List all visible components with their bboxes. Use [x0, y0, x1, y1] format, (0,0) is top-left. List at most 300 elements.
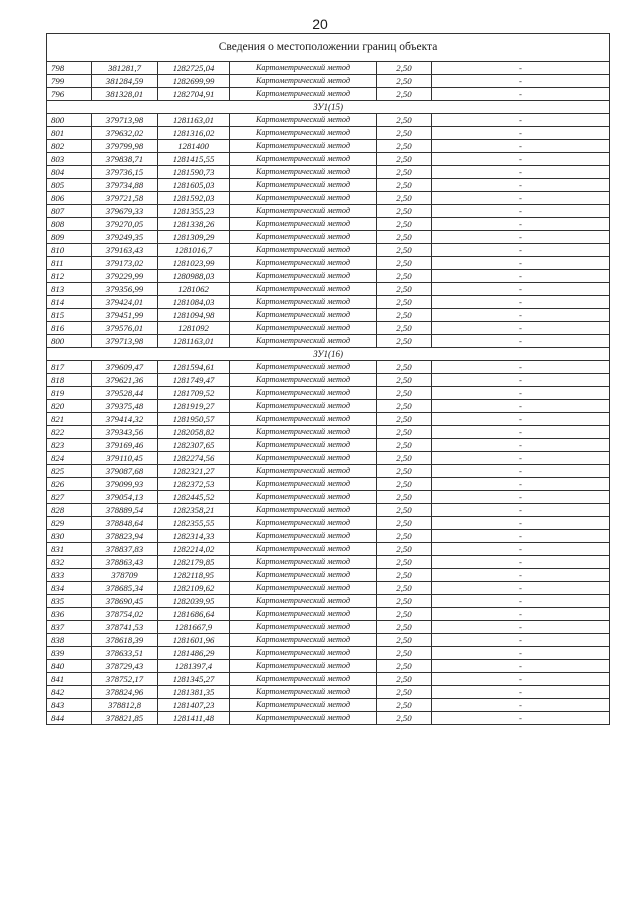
- x-coordinate-cell: 378633,51: [92, 647, 158, 660]
- accuracy-cell: 2,50: [377, 673, 432, 686]
- point-number-cell: 825: [47, 465, 92, 478]
- description-cell: -: [432, 621, 610, 634]
- x-coordinate-cell: 379713,98: [92, 114, 158, 127]
- description-cell: -: [432, 335, 610, 348]
- accuracy-cell: 2,50: [377, 62, 432, 75]
- description-cell: -: [432, 673, 610, 686]
- accuracy-cell: 2,50: [377, 712, 432, 725]
- accuracy-cell: 2,50: [377, 608, 432, 621]
- method-cell: Картометрический метод: [230, 127, 377, 140]
- method-cell: Картометрический метод: [230, 660, 377, 673]
- method-cell: Картометрический метод: [230, 309, 377, 322]
- method-cell: Картометрический метод: [230, 439, 377, 452]
- description-cell: -: [432, 218, 610, 231]
- accuracy-cell: 2,50: [377, 166, 432, 179]
- description-cell: -: [432, 543, 610, 556]
- description-cell: -: [432, 569, 610, 582]
- description-cell: -: [432, 361, 610, 374]
- description-cell: -: [432, 660, 610, 673]
- method-cell: Картометрический метод: [230, 452, 377, 465]
- method-cell: Картометрический метод: [230, 361, 377, 374]
- table-row: [47, 374, 610, 387]
- point-number-cell: 843: [47, 699, 92, 712]
- x-coordinate-cell: 379087,68: [92, 465, 158, 478]
- table-row: [47, 75, 610, 88]
- description-cell: -: [432, 504, 610, 517]
- accuracy-cell: 2,50: [377, 465, 432, 478]
- method-cell: Картометрический метод: [230, 140, 377, 153]
- accuracy-cell: 2,50: [377, 296, 432, 309]
- method-cell: Картометрический метод: [230, 517, 377, 530]
- accuracy-cell: 2,50: [377, 569, 432, 582]
- point-number-cell: 829: [47, 517, 92, 530]
- point-number-cell: 842: [47, 686, 92, 699]
- method-cell: Картометрический метод: [230, 322, 377, 335]
- x-coordinate-cell: 379713,98: [92, 335, 158, 348]
- accuracy-cell: 2,50: [377, 517, 432, 530]
- x-coordinate-cell: 381328,01: [92, 88, 158, 101]
- y-coordinate-cell: 1281592,03: [158, 192, 230, 205]
- point-number-cell: 800: [47, 335, 92, 348]
- point-number-cell: 804: [47, 166, 92, 179]
- section-label: ЗУ1(15): [47, 101, 610, 114]
- point-number-cell: 821: [47, 413, 92, 426]
- x-coordinate-cell: 378741,53: [92, 621, 158, 634]
- accuracy-cell: 2,50: [377, 530, 432, 543]
- y-coordinate-cell: 1281016,7: [158, 244, 230, 257]
- description-cell: -: [432, 153, 610, 166]
- description-cell: -: [432, 634, 610, 647]
- table-row: [47, 543, 610, 556]
- table-row: [47, 595, 610, 608]
- description-cell: -: [432, 712, 610, 725]
- description-cell: -: [432, 517, 610, 530]
- point-number-cell: 823: [47, 439, 92, 452]
- accuracy-cell: 2,50: [377, 257, 432, 270]
- method-cell: Картометрический метод: [230, 556, 377, 569]
- y-coordinate-cell: 1281062: [158, 283, 230, 296]
- description-cell: -: [432, 400, 610, 413]
- y-coordinate-cell: 1281486,29: [158, 647, 230, 660]
- x-coordinate-cell: 378618,39: [92, 634, 158, 647]
- y-coordinate-cell: 1281163,01: [158, 335, 230, 348]
- x-coordinate-cell: 378690,45: [92, 595, 158, 608]
- description-cell: -: [432, 387, 610, 400]
- description-cell: -: [432, 62, 610, 75]
- description-cell: -: [432, 686, 610, 699]
- point-number-cell: 831: [47, 543, 92, 556]
- description-cell: -: [432, 452, 610, 465]
- method-cell: Картометрический метод: [230, 387, 377, 400]
- method-cell: Картометрический метод: [230, 153, 377, 166]
- method-cell: Картометрический метод: [230, 491, 377, 504]
- point-number-cell: 802: [47, 140, 92, 153]
- accuracy-cell: 2,50: [377, 205, 432, 218]
- method-cell: Картометрический метод: [230, 270, 377, 283]
- x-coordinate-cell: 378821,85: [92, 712, 158, 725]
- point-number-cell: 818: [47, 374, 92, 387]
- x-coordinate-cell: 379576,01: [92, 322, 158, 335]
- table-row: [47, 621, 610, 634]
- table-row: [47, 114, 610, 127]
- table-row: [47, 478, 610, 491]
- y-coordinate-cell: 1282704,91: [158, 88, 230, 101]
- x-coordinate-cell: 379621,36: [92, 374, 158, 387]
- accuracy-cell: 2,50: [377, 374, 432, 387]
- accuracy-cell: 2,50: [377, 452, 432, 465]
- y-coordinate-cell: 1282314,33: [158, 530, 230, 543]
- description-cell: -: [432, 88, 610, 101]
- page-number: 20: [312, 16, 328, 32]
- accuracy-cell: 2,50: [377, 634, 432, 647]
- point-number-cell: 836: [47, 608, 92, 621]
- method-cell: Картометрический метод: [230, 569, 377, 582]
- x-coordinate-cell: 379173,02: [92, 257, 158, 270]
- accuracy-cell: 2,50: [377, 400, 432, 413]
- description-cell: -: [432, 491, 610, 504]
- point-number-cell: 800: [47, 114, 92, 127]
- table-row: [47, 686, 610, 699]
- description-cell: -: [432, 647, 610, 660]
- description-cell: -: [432, 556, 610, 569]
- table-row: [47, 127, 610, 140]
- description-cell: -: [432, 140, 610, 153]
- x-coordinate-cell: 379270,05: [92, 218, 158, 231]
- x-coordinate-cell: 378812,8: [92, 699, 158, 712]
- table-row: [47, 179, 610, 192]
- section-label: ЗУ1(16): [47, 348, 610, 361]
- method-cell: Картометрический метод: [230, 686, 377, 699]
- table-row: [47, 335, 610, 348]
- y-coordinate-cell: 1281023,99: [158, 257, 230, 270]
- x-coordinate-cell: 379163,43: [92, 244, 158, 257]
- y-coordinate-cell: 1281709,52: [158, 387, 230, 400]
- table-row: [47, 231, 610, 244]
- y-coordinate-cell: 1281950,57: [158, 413, 230, 426]
- table-row: [47, 517, 610, 530]
- description-cell: -: [432, 465, 610, 478]
- x-coordinate-cell: 378823,94: [92, 530, 158, 543]
- description-cell: -: [432, 270, 610, 283]
- table-row: [47, 439, 610, 452]
- x-coordinate-cell: 379609,47: [92, 361, 158, 374]
- x-coordinate-cell: 379356,99: [92, 283, 158, 296]
- accuracy-cell: 2,50: [377, 244, 432, 257]
- method-cell: Картометрический метод: [230, 244, 377, 257]
- method-cell: Картометрический метод: [230, 374, 377, 387]
- method-cell: Картометрический метод: [230, 205, 377, 218]
- accuracy-cell: 2,50: [377, 361, 432, 374]
- y-coordinate-cell: 1281667,9: [158, 621, 230, 634]
- point-number-cell: 816: [47, 322, 92, 335]
- point-number-cell: 807: [47, 205, 92, 218]
- accuracy-cell: 2,50: [377, 582, 432, 595]
- description-cell: -: [432, 309, 610, 322]
- description-cell: -: [432, 478, 610, 491]
- x-coordinate-cell: 379721,58: [92, 192, 158, 205]
- accuracy-cell: 2,50: [377, 88, 432, 101]
- y-coordinate-cell: 1281919,27: [158, 400, 230, 413]
- accuracy-cell: 2,50: [377, 283, 432, 296]
- description-cell: -: [432, 231, 610, 244]
- x-coordinate-cell: 378889,54: [92, 504, 158, 517]
- accuracy-cell: 2,50: [377, 270, 432, 283]
- method-cell: Картометрический метод: [230, 647, 377, 660]
- point-number-cell: 822: [47, 426, 92, 439]
- description-cell: -: [432, 257, 610, 270]
- point-number-cell: 827: [47, 491, 92, 504]
- y-coordinate-cell: 1281309,29: [158, 231, 230, 244]
- table-row: [47, 504, 610, 517]
- method-cell: Картометрический метод: [230, 296, 377, 309]
- x-coordinate-cell: 379343,56: [92, 426, 158, 439]
- table-row: [47, 296, 610, 309]
- table-row: [47, 647, 610, 660]
- x-coordinate-cell: 378709: [92, 569, 158, 582]
- method-cell: Картометрический метод: [230, 478, 377, 491]
- accuracy-cell: 2,50: [377, 556, 432, 569]
- point-number-cell: 834: [47, 582, 92, 595]
- point-number-cell: 832: [47, 556, 92, 569]
- method-cell: Картометрический метод: [230, 634, 377, 647]
- method-cell: Картометрический метод: [230, 166, 377, 179]
- method-cell: Картометрический метод: [230, 413, 377, 426]
- accuracy-cell: 2,50: [377, 153, 432, 166]
- section-header-row: [47, 348, 610, 361]
- y-coordinate-cell: 1281316,02: [158, 127, 230, 140]
- y-coordinate-cell: 1281407,23: [158, 699, 230, 712]
- table-row: [47, 140, 610, 153]
- point-number-cell: 813: [47, 283, 92, 296]
- x-coordinate-cell: 379169,46: [92, 439, 158, 452]
- method-cell: Картометрический метод: [230, 62, 377, 75]
- description-cell: -: [432, 426, 610, 439]
- point-number-cell: 837: [47, 621, 92, 634]
- point-number-cell: 814: [47, 296, 92, 309]
- x-coordinate-cell: 378837,83: [92, 543, 158, 556]
- accuracy-cell: 2,50: [377, 439, 432, 452]
- table-row: [47, 62, 610, 75]
- table-row: [47, 192, 610, 205]
- y-coordinate-cell: 1281338,26: [158, 218, 230, 231]
- point-number-cell: 841: [47, 673, 92, 686]
- method-cell: Картометрический метод: [230, 192, 377, 205]
- method-cell: Картометрический метод: [230, 530, 377, 543]
- accuracy-cell: 2,50: [377, 413, 432, 426]
- accuracy-cell: 2,50: [377, 192, 432, 205]
- y-coordinate-cell: 1282307,65: [158, 439, 230, 452]
- point-number-cell: 811: [47, 257, 92, 270]
- table-row: [47, 673, 610, 686]
- description-cell: -: [432, 296, 610, 309]
- table-row: [47, 205, 610, 218]
- method-cell: Картометрический метод: [230, 621, 377, 634]
- point-number-cell: 830: [47, 530, 92, 543]
- method-cell: Картометрический метод: [230, 400, 377, 413]
- method-cell: Картометрический метод: [230, 231, 377, 244]
- table-title-row: [47, 34, 610, 62]
- y-coordinate-cell: 1281381,35: [158, 686, 230, 699]
- accuracy-cell: 2,50: [377, 179, 432, 192]
- y-coordinate-cell: 1281590,73: [158, 166, 230, 179]
- description-cell: -: [432, 374, 610, 387]
- x-coordinate-cell: 379424,01: [92, 296, 158, 309]
- y-coordinate-cell: 1282274,56: [158, 452, 230, 465]
- accuracy-cell: 2,50: [377, 426, 432, 439]
- table-row: [47, 244, 610, 257]
- y-coordinate-cell: 1281400: [158, 140, 230, 153]
- x-coordinate-cell: 378848,64: [92, 517, 158, 530]
- x-coordinate-cell: 379679,33: [92, 205, 158, 218]
- accuracy-cell: 2,50: [377, 504, 432, 517]
- description-cell: -: [432, 192, 610, 205]
- x-coordinate-cell: 378729,43: [92, 660, 158, 673]
- y-coordinate-cell: 1281084,03: [158, 296, 230, 309]
- y-coordinate-cell: 1282118,95: [158, 569, 230, 582]
- y-coordinate-cell: 1280988,03: [158, 270, 230, 283]
- description-cell: -: [432, 244, 610, 257]
- description-cell: -: [432, 75, 610, 88]
- x-coordinate-cell: 379451,99: [92, 309, 158, 322]
- y-coordinate-cell: 1282355,55: [158, 517, 230, 530]
- y-coordinate-cell: 1282725,04: [158, 62, 230, 75]
- point-number-cell: 824: [47, 452, 92, 465]
- method-cell: Картометрический метод: [230, 335, 377, 348]
- method-cell: Картометрический метод: [230, 114, 377, 127]
- table-row: [47, 322, 610, 335]
- x-coordinate-cell: 379249,35: [92, 231, 158, 244]
- x-coordinate-cell: 379734,88: [92, 179, 158, 192]
- y-coordinate-cell: 1282109,62: [158, 582, 230, 595]
- x-coordinate-cell: 378752,17: [92, 673, 158, 686]
- method-cell: Картометрический метод: [230, 504, 377, 517]
- accuracy-cell: 2,50: [377, 75, 432, 88]
- x-coordinate-cell: 381281,7: [92, 62, 158, 75]
- point-number-cell: 819: [47, 387, 92, 400]
- point-number-cell: 806: [47, 192, 92, 205]
- accuracy-cell: 2,50: [377, 114, 432, 127]
- method-cell: Картометрический метод: [230, 673, 377, 686]
- boundary-coordinates-table: [46, 33, 610, 725]
- point-number-cell: 805: [47, 179, 92, 192]
- point-number-cell: 828: [47, 504, 92, 517]
- x-coordinate-cell: 378863,43: [92, 556, 158, 569]
- table-title: Сведения о местоположении границ объекта: [47, 34, 610, 62]
- point-number-cell: 833: [47, 569, 92, 582]
- table-row: [47, 166, 610, 179]
- description-cell: -: [432, 608, 610, 621]
- y-coordinate-cell: 1282358,21: [158, 504, 230, 517]
- table-row: [47, 660, 610, 673]
- x-coordinate-cell: 381284,59: [92, 75, 158, 88]
- y-coordinate-cell: 1282214,02: [158, 543, 230, 556]
- table-row: [47, 712, 610, 725]
- x-coordinate-cell: 379799,98: [92, 140, 158, 153]
- point-number-cell: 803: [47, 153, 92, 166]
- description-cell: -: [432, 413, 610, 426]
- y-coordinate-cell: 1281605,03: [158, 179, 230, 192]
- point-number-cell: 796: [47, 88, 92, 101]
- method-cell: Картометрический метод: [230, 179, 377, 192]
- method-cell: Картометрический метод: [230, 543, 377, 556]
- accuracy-cell: 2,50: [377, 478, 432, 491]
- accuracy-cell: 2,50: [377, 335, 432, 348]
- accuracy-cell: 2,50: [377, 140, 432, 153]
- y-coordinate-cell: 1281594,61: [158, 361, 230, 374]
- point-number-cell: 835: [47, 595, 92, 608]
- point-number-cell: 839: [47, 647, 92, 660]
- accuracy-cell: 2,50: [377, 543, 432, 556]
- y-coordinate-cell: 1282321,27: [158, 465, 230, 478]
- section-header-row: [47, 101, 610, 114]
- method-cell: Картометрический метод: [230, 75, 377, 88]
- description-cell: -: [432, 127, 610, 140]
- point-number-cell: 820: [47, 400, 92, 413]
- accuracy-cell: 2,50: [377, 686, 432, 699]
- table-row: [47, 270, 610, 283]
- point-number-cell: 840: [47, 660, 92, 673]
- y-coordinate-cell: 1281686,64: [158, 608, 230, 621]
- table-row: [47, 218, 610, 231]
- accuracy-cell: 2,50: [377, 699, 432, 712]
- description-cell: -: [432, 595, 610, 608]
- y-coordinate-cell: 1282699,99: [158, 75, 230, 88]
- method-cell: Картометрический метод: [230, 218, 377, 231]
- table-row: [47, 153, 610, 166]
- description-cell: -: [432, 114, 610, 127]
- method-cell: Картометрический метод: [230, 88, 377, 101]
- x-coordinate-cell: 379632,02: [92, 127, 158, 140]
- y-coordinate-cell: 1281749,47: [158, 374, 230, 387]
- table-row: [47, 582, 610, 595]
- table-row: [47, 387, 610, 400]
- point-number-cell: 801: [47, 127, 92, 140]
- accuracy-cell: 2,50: [377, 322, 432, 335]
- table-row: [47, 452, 610, 465]
- accuracy-cell: 2,50: [377, 127, 432, 140]
- table-row: [47, 283, 610, 296]
- x-coordinate-cell: 379229,99: [92, 270, 158, 283]
- x-coordinate-cell: 378685,34: [92, 582, 158, 595]
- table-row: [47, 88, 610, 101]
- point-number-cell: 799: [47, 75, 92, 88]
- y-coordinate-cell: 1281411,48: [158, 712, 230, 725]
- description-cell: -: [432, 283, 610, 296]
- y-coordinate-cell: 1282039,95: [158, 595, 230, 608]
- accuracy-cell: 2,50: [377, 647, 432, 660]
- accuracy-cell: 2,50: [377, 387, 432, 400]
- description-cell: -: [432, 530, 610, 543]
- x-coordinate-cell: 379099,93: [92, 478, 158, 491]
- point-number-cell: 844: [47, 712, 92, 725]
- coordinates-table-body: [47, 34, 610, 725]
- description-cell: -: [432, 166, 610, 179]
- method-cell: Картометрический метод: [230, 699, 377, 712]
- x-coordinate-cell: 379528,44: [92, 387, 158, 400]
- method-cell: Картометрический метод: [230, 595, 377, 608]
- table-row: [47, 491, 610, 504]
- y-coordinate-cell: 1282445,52: [158, 491, 230, 504]
- table-row: [47, 699, 610, 712]
- table-row: [47, 309, 610, 322]
- y-coordinate-cell: 1281163,01: [158, 114, 230, 127]
- y-coordinate-cell: 1281415,55: [158, 153, 230, 166]
- table-row: [47, 426, 610, 439]
- method-cell: Картометрический метод: [230, 582, 377, 595]
- accuracy-cell: 2,50: [377, 660, 432, 673]
- accuracy-cell: 2,50: [377, 621, 432, 634]
- method-cell: Картометрический метод: [230, 426, 377, 439]
